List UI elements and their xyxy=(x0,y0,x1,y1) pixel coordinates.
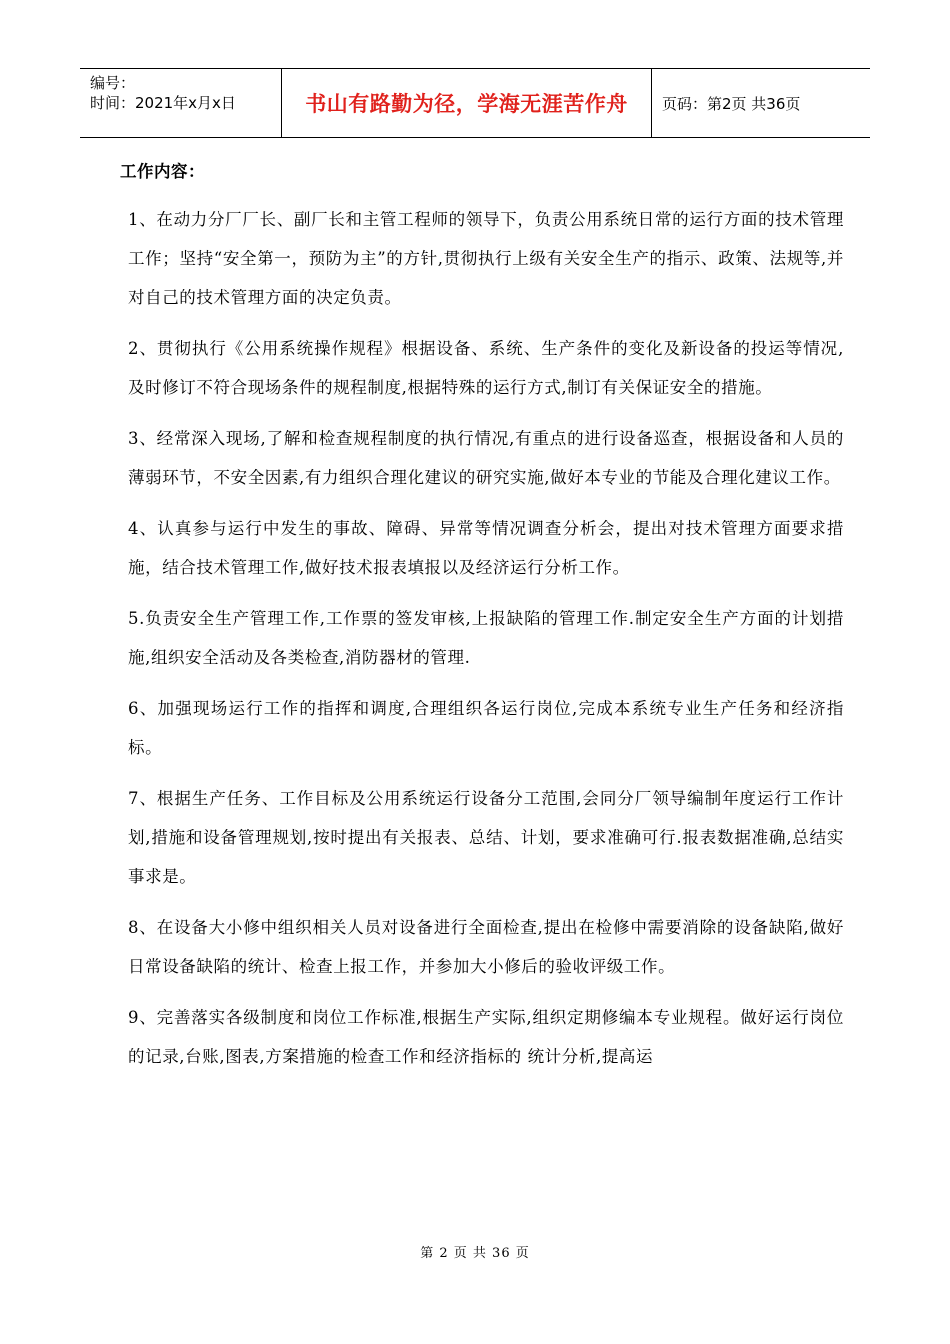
paragraph-4: 4、认真参与运行中发生的事故、障碍、异常等情况调查分析会，提出对技术管理方面要求措施，结合技术管理工作,做好技术报表填报以及经济运行分析工作。 xyxy=(128,519,844,577)
paragraph-6: 6、加强现场运行工作的指挥和调度,合理组织各运行岗位,完成本系统专业生产任务和经济指标。 xyxy=(128,699,844,757)
header-meta xyxy=(80,69,281,137)
number-label: 编号： xyxy=(90,74,136,92)
time-label: 时间：2021年x月x日 xyxy=(90,94,236,112)
document-body xyxy=(120,158,844,1088)
page-footer: 第 2 页 共 36 页 xyxy=(420,1246,530,1261)
paragraph-5: 5.负责安全生产管理工作,工作票的签发审核,上报缺陷的管理工作.制定安全生产方面的计划措施,组织安全活动及各类检查,消防器材的管理. xyxy=(128,609,844,667)
paragraph-8: 8、在设备大小修中组织相关人员对设备进行全面检查,提出在检修中需要消除的设备缺陷,做好日常设备缺陷的统计、检查上报工作，并参加大小修后的验收评级工作。 xyxy=(128,918,844,976)
paragraph-3: 3、经常深入现场,了解和检查规程制度的执行情况,有重点的进行设备巡查，根据设备和人员的薄弱环节，不安全因素,有力组织合理化建议的研究实施,做好本专业的节能及合理化建议工作。 xyxy=(128,429,844,487)
motto: 书山有路勤为径，学海无涯苦作舟 xyxy=(281,69,652,137)
page-label: 页码：第2页 共36页 xyxy=(662,94,801,113)
paragraph-7: 7、根据生产任务、工作目标及公用系统运行设备分工范围,会同分厂领导编制年度运行工作计划,措施和设备管理规划,按时提出有关报表、总结、计划，要求准确可行.报表数据准确,总结实事求是。 xyxy=(128,789,844,886)
section-title: 工作内容： xyxy=(120,162,205,181)
paragraph-1: 1、在动力分厂厂长、副厂长和主管工程师的领导下，负责公用系统日常的运行方面的技术管理工作；坚持“安全第一，预防为主”的方针,贯彻执行上级有关安全生产的指示、政策、法规等,并对自己的技术管理方面的决定负责。 xyxy=(128,210,844,307)
paragraph-2: 2、贯彻执行《公用系统操作规程》根据设备、系统、生产条件的变化及新设备的投运等情况,及时修订不符合现场条件的规程制度,根据特殊的运行方式,制订有关保证安全的措施。 xyxy=(128,339,844,397)
document-header xyxy=(80,68,870,138)
paragraph-9: 9、完善落实各级制度和岗位工作标准,根据生产实际,组织定期修编本专业规程。做好运行岗位的记录,台账,图表,方案措施的检查工作和经济指标的 统计分析,提高运 xyxy=(128,1008,844,1066)
